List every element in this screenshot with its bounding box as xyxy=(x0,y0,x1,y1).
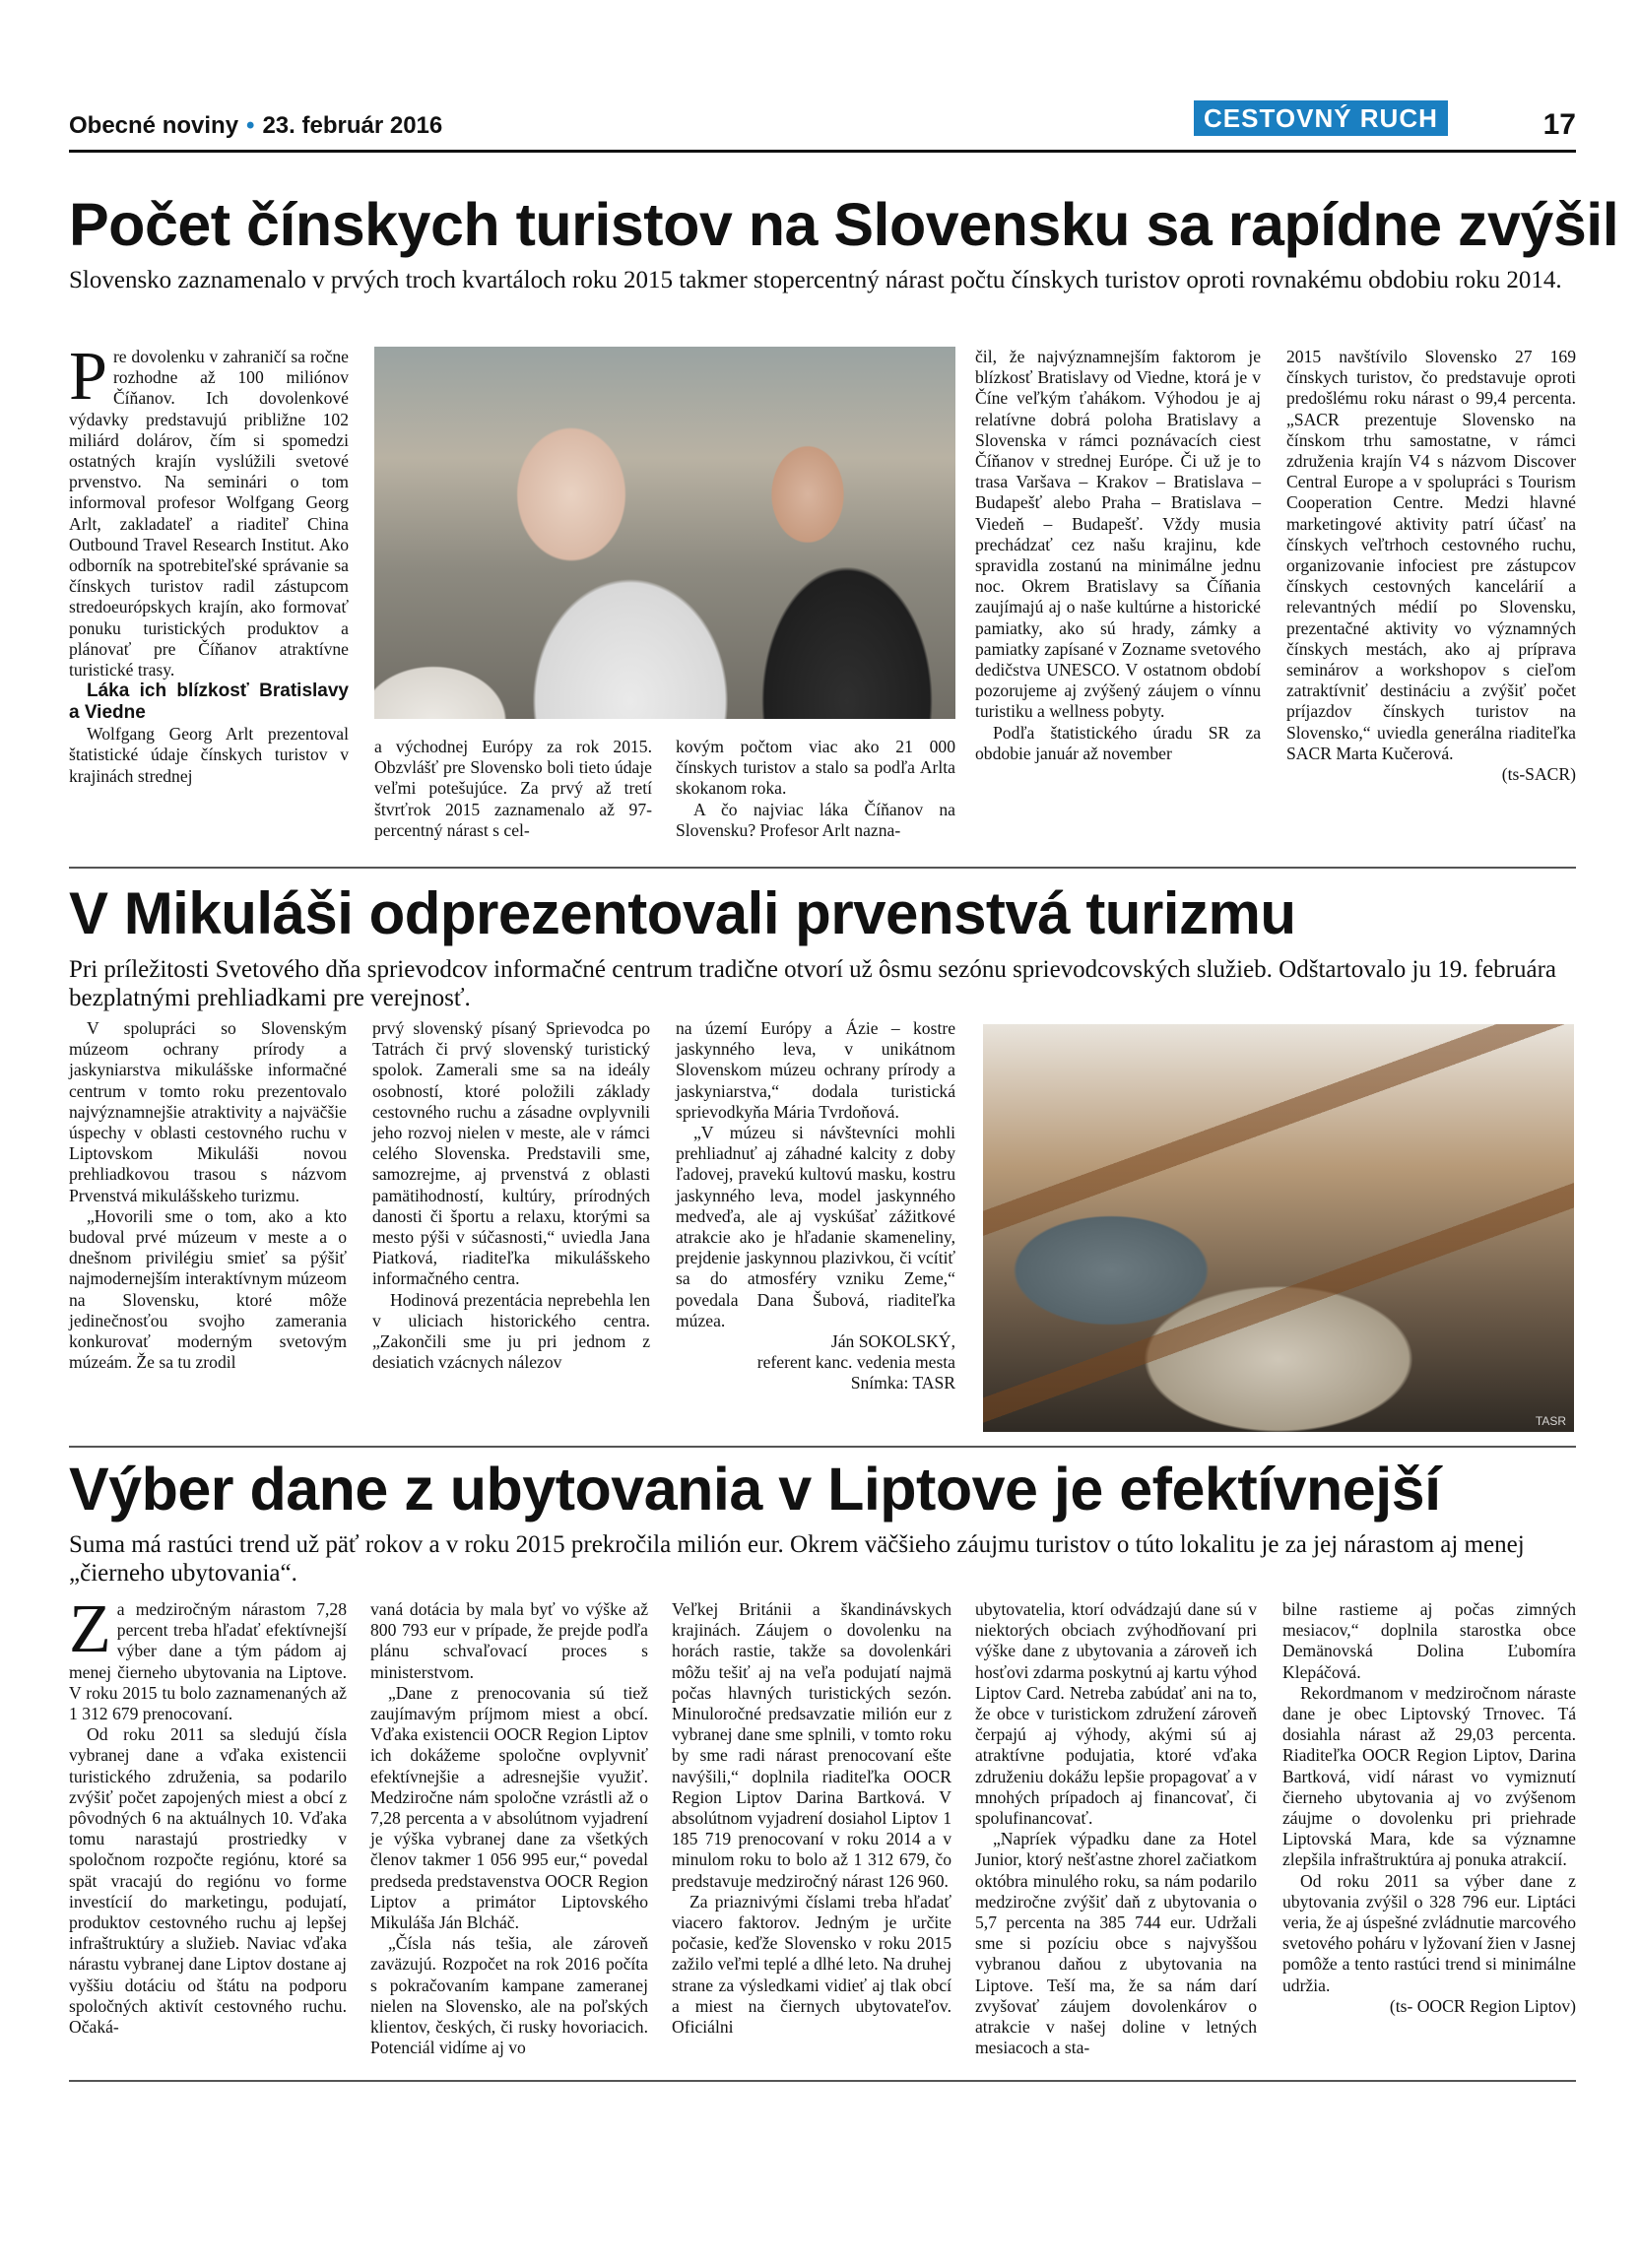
museum-photo xyxy=(983,1024,1574,1432)
article1-column-3 xyxy=(676,737,955,841)
article2-c3p2: „V múzeu si návštevníci mohli prehliadnuť aj záhadné kalcity z doby ľadovej, pravekú kultovú masku, kostru jaskynného leva, model jaskynného medveďa, ale aj vyskúšať zážitkové atrakcie ako je hľadanie skameneliny, prejdenie jaskynnou plazivkou, či vcítiť sa do atmosféry vzniku Zeme,“ povedala Dana Šubová, riaditeľka múzea. xyxy=(676,1123,955,1330)
article1-p4: čil, že najvýznamnejším faktorom je blízkosť Bratislavy od Viedne, ktorá je v Číne veľkým ťahákom. Výhodou je aj relatívne dobrá poloha Bratislavy a Slovenska v rámci poznávacích ciest Číňanov v strednej Európe. Či už je to trasa Varšava – Krakov – Bratislava – Budapešť alebo Praha – Bratislava – Viedeň – Budapešť. Vždy musia prechádzať cez našu krajinu, kde spravidla zostanú na minimálne jednu noc. Okrem Bratislavy sa Číňania zaujímajú aj o naše kultúrne a historické pamiatky, ako sú hrady, zámky a pamiatky zapísané v Zozname svetového dedičstva UNESCO. V ostatnom období pozorujeme aj zvýšený záujem o vínnu turistiku a wellness pobyty. xyxy=(975,347,1261,722)
article2-photo-credit: Snímka: TASR xyxy=(850,1373,955,1393)
article1-dropcap: P xyxy=(69,339,107,415)
article2-column-1 xyxy=(69,1018,347,1373)
article3-paragraph xyxy=(69,1591,347,1724)
bottom-rule xyxy=(69,2080,1576,2082)
article3-column-5 xyxy=(1282,1599,1576,2017)
article3-c3p1: Veľkej Británii a škandinávskych krajinách. Záujem o dovolenku na horách rastie, takže sa dovolenkári môžu tešiť aj na veľa podujatí najmä počas hlavných turistických sezón. Minuloročné predsavzatie milión eur z vybranej dane sme splnili, v tomto roku by sme radi nárast prenocovaní ešte navýšili,“ doplnila riaditeľka OOCR Region Liptov Darina Bartková. V absolútnom vyjadrení dosiahol Liptov 1 185 719 prenocovaní v roku 2014 a v minulom roku to bolo až 1 312 679, čo predstavuje medziročný nárast 126 960. xyxy=(672,1599,951,1891)
article2-c1p1: V spolupráci so Slovenským múzeom ochrany prírody a jaskyniarstva mikulášske informačné centrum v tomto roku prezentovalo najvýznamnejšie atraktivity a najväčšie úspechy v oblasti cestovného ruchu v Liptovskom Mikuláši novou prehliadkovou trasou s názvom Prvenstvá mikulášskeho turizmu. xyxy=(69,1018,347,1205)
article3-c5p1: bilne rastieme aj počas zimných mesiacov,“ doplnila starostka obce Demänovská Dolina Ľubomíra Klepáčová. xyxy=(1282,1599,1576,1682)
article3-c4p1: ubytovatelia, ktorí odvádzajú dane sú v niektorých obciach zvýhodňovaní pri výške dane z ubytovania a zároveň ich hosťovi zdarma poskytnú aj kartu výhod Liptov Card. Netreba zabúdať ani na to, že obce v turistickom združení zároveň čerpajú aj výhody, akými sú aj atraktívne podujatia, ktoré vďaka združeniu dokážu lepšie propagovať a v mnohých prípadoch aj financovať, či spolufinancovať. xyxy=(975,1599,1257,1829)
article2-column-3 xyxy=(676,1018,955,1394)
article2-signature-name: Ján SOKOLSKÝ, xyxy=(830,1331,955,1352)
article2-signature-role: referent kanc. vedenia mesta xyxy=(756,1352,955,1373)
separator-rule xyxy=(69,867,1576,869)
article2-c3p1: na území Európy a Ázie – kostre jaskynného leva, v unikátnom Slovenskom múzeu ochrany prírody a jaskyniarstva,“ dodala turistická sprievodkyňa Mária Tvrdoňová. xyxy=(676,1018,955,1122)
article2-headline: V Mikuláši odprezentovali prvenstvá turizmu xyxy=(69,880,1296,946)
issue-date: 23. február 2016 xyxy=(262,112,443,139)
article3-c1p1: a medziročným nárastom 7,28 percent treba hľadať efektívnejší výber dane a tým pádom aj menej čierneho ubytovania na Liptove. V roku 2015 tu bolo zaznamenaných až 1 312 679 prenocovaní. xyxy=(69,1599,347,1724)
photo-watermark: TASR xyxy=(1535,1414,1566,1428)
article1-lead: Slovensko zaznamenalo v prvých troch kvartáloch roku 2015 takmer stopercentný nárast počtu čínskych turistov oproti rovnakému obdobiu roku 2014. xyxy=(69,267,1562,293)
article2-lead: Pri príležitosti Svetového dňa sprievodcov informačné centrum tradične otvorí už ôsmu sezónu sprievodcovských služieb. Odštartovalo ju 19. februára bezplatnými prehliadkami pre verejnosť. xyxy=(69,956,1557,1011)
article-mikulas xyxy=(69,882,1576,1012)
section-label: CESTOVNÝ RUCH xyxy=(1194,100,1448,136)
article3-lead: Suma má rastúci trend už päť rokov a v roku 2015 prekročila milión eur. Okrem väčšieho záujmu turistov o túto lokalitu je za jej nárastom aj menej „čierneho ubytovania“. xyxy=(69,1531,1525,1587)
article1-column-4 xyxy=(975,347,1261,764)
article3-c2p1: vaná dotácia by mala byť vo výške až 800 793 eur v prípade, že prejde podľa plánu schvaľovací proces s ministerstvom. xyxy=(370,1599,648,1682)
separator-rule xyxy=(69,1446,1576,1448)
tourists-photo xyxy=(374,347,955,719)
article1-p3: A čo najviac láka Číňanov na Slovensku? Profesor Arlt nazna- xyxy=(676,799,955,840)
publication-name: Obecné noviny xyxy=(69,112,239,139)
article3-c4p2: „Napríek výpadku dane za Hotel Junior, ktorý nešťastne zhorel začiatkom októbra minulého roku, sa nám podarilo medziročne zvýšiť daň z ubytovania o 5,7 percenta na 385 744 eur. Udržali sme si pozíciu obce s najvyššou vybranou daňou z ubytovania na Liptove. Teší ma, že sa nám darí zvyšovať záujem dovolenkárov o atrakcie v našej doline v letných mesiacoch a sta- xyxy=(975,1829,1257,2058)
article3-column-3 xyxy=(672,1599,951,2038)
article1-headline: Počet čínskych turistov na Slovensku sa rapídne zvýšil xyxy=(69,191,1619,258)
page-header xyxy=(69,98,1576,153)
article1-column-1 xyxy=(69,339,349,787)
page-number: 17 xyxy=(1542,108,1576,141)
article1-p6: 2015 navštívilo Slovensko 27 169 čínskych turistov, čo predstavuje oproti predošlému roku nárast o 99,4 percenta. „SACR prezentuje Slovensko na čínskom trhu samostatne, v rámci združenia krajín V4 s názvom Discover Central Europe a v spolupráci s Tourism Cooperation Centre. Medzi hlavné marketingové aktivity patrí účasť na čínskych veľtrhoch cestovného ruchu, organizovanie infociest pre zástupcov čínskych cestovných kancelárií a relevantných médií po Slovensku, prezentačné aktivity vo významných čínskych mestách, ako aj príprava seminárov a workshopov s cieľom zatraktívniť destináciu a zvýšiť počet príjazdov čínskych turistov na Slovensko,“ uviedla generálna riaditeľka SACR Marta Kučerová. xyxy=(1286,347,1576,763)
article1-paragraph xyxy=(69,339,349,680)
article3-signature: (ts- OOCR Region Liptov) xyxy=(1389,1995,1576,2016)
separator-dot: • xyxy=(246,112,255,139)
article-liptov-tax xyxy=(69,1458,1576,1588)
article2-column-2 xyxy=(372,1018,650,1373)
article1-signature: (ts-SACR) xyxy=(1501,764,1576,785)
publication-line xyxy=(69,112,442,140)
article1-subhead: Láka ich blízkosť Bratislavy a Viedne xyxy=(69,680,349,724)
article3-dropcap: Z xyxy=(69,1591,111,1667)
article3-c5p3: Od roku 2011 sa výber dane z ubytovania zvýšil o 328 796 eur. Liptáci veria, že aj úspešné zvládnutie marcového svetového poháru v lyžovaní žien v Jasnej pomôže a tento rastúci trend si minimálne udržia. xyxy=(1282,1870,1576,1995)
article1-p2b: a východnej Európy za rok 2015. Obzvlášť pre Slovensko boli tieto údaje veľmi potešujúce. Za prvý až tretí štvrťrok 2015 zaznamenalo až 97-percentný nárast s cel- xyxy=(374,737,652,840)
article1-column-2 xyxy=(374,737,652,841)
article2-c2p2: Hodinová prezentácia neprebehla len v uliciach historického centra. „Zakončili sme ju pri jednom z desiatich vzácnych nálezov xyxy=(372,1289,650,1373)
article3-column-4 xyxy=(975,1599,1257,2058)
article3-c1p2: Od roku 2011 sa sledujú čísla vybranej dane a vďaka existencii turistického združenia, sa podarilo zvýšiť počet zapojených miest a obcí z pôvodných 6 na aktuálnych 10. Vďaka tomu narastajú prostriedky v spoločnom rozpočte regiónu, ktoré sa spät vracajú do regiónu vo forme investícií do marketingu, podujatí, produktov cestovného ruchu aj lepšej infraštruktúry a služieb. Naviac vďaka nárastu vybranej dane Liptov dostane aj vyššiu dotáciu od štátu na podporu spoločných aktivít cestovného ruchu. Očaká- xyxy=(69,1724,347,2038)
article3-column-2 xyxy=(370,1599,648,2058)
article3-c2p2: „Dane z prenocovania sú tiež zaujímavým príjmom miest a obcí. Vďaka existencii OOCR Region Liptov ich dokážeme spoločne ovplyvniť efektívnejšie a adresnejšie využiť. Medziročne nám spoločne vzrástli až o 7,28 percenta a v absolútnom vyjadrení je výška vybranej dane za všetkých členov takmer 1 056 995 eur,“ povedal predseda predstavenstva OOCR Region Liptov a primátor Liptovského Mikuláša Ján Blcháč. xyxy=(370,1682,648,1933)
article1-column-5 xyxy=(1286,347,1576,785)
article1-p5: Podľa štatistického úradu SR za obdobie január až november xyxy=(975,722,1261,763)
article3-headline: Výber dane z ubytovania v Liptove je efektívnejší xyxy=(69,1456,1441,1523)
article3-c2p3: „Čísla nás tešia, ale zároveň zaväzujú. Rozpočet na rok 2016 počíta s pokračovaním kampane zameranej nielen na Slovensko, ale na poľských klientov, českých, či rusky hovoriacich. Potenciál vidíme aj vo xyxy=(370,1933,648,2058)
article2-c2p1: prvý slovenský písaný Sprievodca po Tatrách či prvý slovenský turistický spolok. Zamerali sme sa na ideály osobností, ktoré položili základy cestovného ruchu a zásadne ovplyvnili jeho rozvoj nielen v meste, ale v rámci celého Slovenska. Predstavili sme, samozrejme, aj prvenstvá z oblasti pamätihodností, kultúry, prírodných danosti či športu a relaxu, ktorými sa mesto pýši v súčasnosti,“ uviedla Jana Piatková, riaditeľka mikulášskeho informačného centra. xyxy=(372,1018,650,1289)
article1-p2c: kovým počtom viac ako 21 000 čínskych turistov a stalo sa podľa Arlta skokanom roka. xyxy=(676,737,955,799)
article1-p2: Wolfgang Georg Arlt prezentoval štatistické údaje čínskych turistov v krajinách strednej xyxy=(69,724,349,786)
article3-c5p2: Rekordmanom v medziročnom náraste dane je obec Liptovský Trnovec. Tá dosiahla nárast až 29,03 percenta. Riaditeľka OOCR Region Liptov, Darina Bartková, vidí nárast vo vymiznutí čierneho ubytovania aj vo zvýšenom záujme o dovolenku pri priehrade Liptovská Mara, kde sa významne zlepšila infraštruktúra aj ponuka atrakcií. xyxy=(1282,1682,1576,1870)
article3-column-1 xyxy=(69,1591,347,2038)
article1-p1: re dovolenku v zahraničí sa ročne rozhodne až 100 miliónov Číňanov. Ich dovolenkové výdavky predstavujú približne 102 miliárd dolárov, čím si spomedzi ostatných krajín vyslúžili svetové prvenstvo. Na seminári o tom informoval profesor Wolfgang Georg Arlt, zakladateľ a riaditeľ China Outbound Travel Research Institut. Ako odborník na spotrebiteľské správanie sa čínskych turistov radil zástupcom stredoeurópskych krajín, ako formovať ponuku turistických produktov a plánovať pre Číňanov atraktívne turistické trasy. xyxy=(69,347,349,680)
article2-c1p2: „Hovorili sme o tom, ako a kto budoval prvé múzeum v meste a o dnešnom privilégiu smieť sa pýšiť najmodernejším interaktívnym múzeom na Slovensku, ktoré môže jedinečnosťou svojho zamerania konkurovať moderným svetovým múzeám. Že sa tu zrodil xyxy=(69,1205,347,1373)
article-chinese-tourists xyxy=(69,191,1619,294)
article3-c3p2: Za priaznivými číslami treba hľadať viacero faktorov. Jedným je určite počasie, keďže Slovensko v roku 2015 zažilo veľmi teplé a dlhé leto. Na druhej strane za výsledkami vidieť aj tlak obcí a miest na čiernych ubytovateľov. Oficiálni xyxy=(672,1891,951,2038)
